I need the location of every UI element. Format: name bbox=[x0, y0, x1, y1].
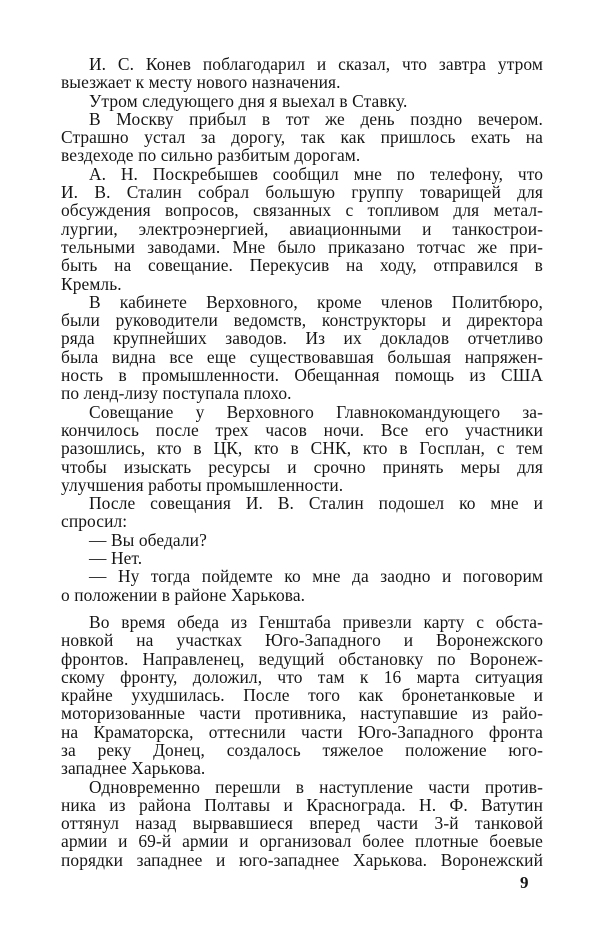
text-line: В Москву прибыл в тот же день поздно вечером. bbox=[89, 108, 543, 129]
text-line: — Нет. bbox=[89, 548, 143, 569]
text-line: лургии, электроэнергией, авиационными и танкострои- bbox=[61, 218, 543, 239]
text-line: на Краматорска, оттеснили части Юго-Западного фронта bbox=[61, 721, 543, 742]
text-line: — Вы обедали? bbox=[89, 529, 207, 550]
text-line: западнее Харькова. bbox=[61, 758, 206, 779]
text-line: кончилось после трех часов ночи. Все его участники bbox=[61, 419, 543, 440]
text-line: моторизованные части противника, наступавшие из райо- bbox=[61, 703, 543, 724]
text-line: Одновременно перешли в наступление части против- bbox=[89, 776, 543, 797]
text-line: выезжает к месту нового назначения. bbox=[61, 72, 341, 93]
text-line: порядки западнее и юго-западнее Харькова. Воронежский bbox=[61, 849, 543, 870]
text-line: Совещание у Верховного Главнокомандующего за- bbox=[89, 401, 543, 422]
text-line: улучшения работы промышленности. bbox=[61, 474, 344, 495]
text-line: А. Н. Поскребышев сообщил мне по телефону, что bbox=[89, 163, 543, 184]
text-line: разошлись, кто в ЦК, кто в СНК, кто в Госплан, с тем bbox=[61, 438, 543, 459]
text-line: по ленд-лизу поступала плохо. bbox=[61, 383, 292, 404]
text-line: ность в промышленности. Обещанная помощь из США bbox=[61, 365, 543, 386]
text-line: новкой на участках Юго-Западного и Воронежского bbox=[61, 630, 543, 651]
text-line: Утром следующего дня я выехал в Ставку. bbox=[89, 90, 408, 111]
text-line: армии и 69-й армии и организовал более плотные боевые bbox=[61, 831, 543, 852]
text-line: о положении в районе Харькова. bbox=[61, 584, 306, 605]
text-line: обсуждения вопросов, связанных с топливом для метал- bbox=[61, 200, 543, 221]
text-line: быть на совещание. Перекусив на ходу, отправился в bbox=[61, 255, 543, 276]
text-line: И. В. Сталин собрал большую группу товарищей для bbox=[61, 182, 543, 203]
text-line: чтобы изыскать ресурсы и срочно принять меры для bbox=[61, 456, 543, 477]
text-line: тельными заводами. Мне было приказано тотчас же при- bbox=[61, 236, 543, 257]
text-line: были руководители ведомств, конструкторы и директора bbox=[61, 310, 543, 331]
text-line: вездеходе по сильно разбитым дорогам. bbox=[61, 145, 361, 166]
text-line: была видна все еще существовавшая большая напряжен- bbox=[61, 346, 543, 367]
text-line: за реку Донец, создалось тяжелое положение юго- bbox=[61, 739, 543, 760]
text-line: Во время обеда из Генштаба привезли карту с обста- bbox=[89, 611, 543, 632]
text-line: оттянул назад вырвавшиеся вперед части 3-й танковой bbox=[61, 813, 543, 834]
text-line: Кремль. bbox=[61, 273, 122, 294]
text-line: спросил: bbox=[61, 511, 128, 532]
text-line: крайне ухудшилась. После того как бронетанковые и bbox=[61, 685, 543, 706]
page-number: 9 bbox=[520, 873, 529, 892]
text-line: — Ну тогда пойдемте ко мне да заодно и поговорим bbox=[89, 566, 543, 587]
text-line: ряда крупнейших заводов. Из их докладов отчетливо bbox=[61, 328, 543, 349]
text-line: фронтов. Направленец, ведущий обстановку по Воронеж- bbox=[61, 648, 543, 669]
body-text bbox=[61, 55, 543, 869]
text-line: После совещания И. В. Сталин подошел ко мне и bbox=[89, 493, 543, 514]
text-line: скому фронту, доложил, что там к 16 марта ситуация bbox=[61, 666, 543, 687]
text-line: И. С. Конев поблагодарил и сказал, что завтра утром bbox=[89, 54, 543, 74]
text-line: ника из района Полтавы и Краснограда. Н. Ф. Ватутин bbox=[61, 794, 543, 815]
text-line: Страшно устал за дорогу, так как пришлось ехать на bbox=[61, 127, 543, 148]
text-line: В кабинете Верховного, кроме членов Политбюро, bbox=[89, 291, 543, 312]
